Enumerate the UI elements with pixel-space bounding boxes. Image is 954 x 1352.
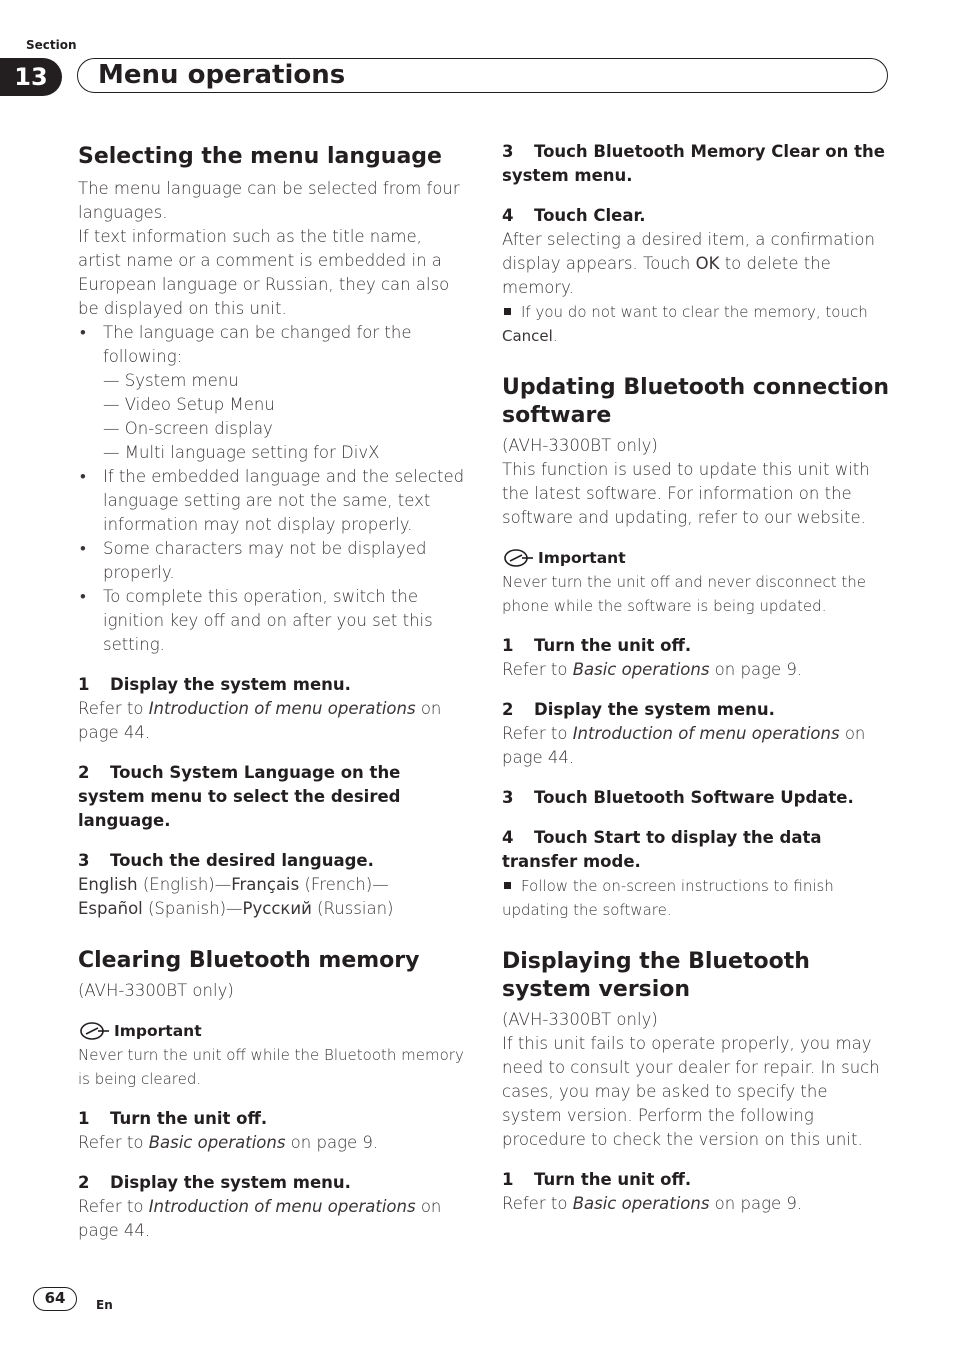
step-heading: 2 Touch System Language on the system menu to select the desired language. bbox=[78, 763, 401, 830]
step-heading: 1 Turn the unit off. bbox=[502, 1170, 692, 1189]
important-label: Important bbox=[502, 546, 892, 570]
step-heading: 2 Display the system menu. bbox=[502, 700, 775, 719]
model-note: (AVH-3300BT only) bbox=[78, 981, 234, 1000]
step-heading: 3 Touch Bluetooth Memory Clear on the system menu. bbox=[502, 142, 885, 185]
bullet-item: • The language can be changed for the following: bbox=[78, 321, 468, 369]
paragraph: After selecting a desired item, a confirmation display appears. Touch OK to delete the memory. bbox=[502, 230, 875, 297]
step-reference: Refer to Basic operations on page 9. bbox=[502, 1194, 803, 1213]
step-reference: Refer to Basic operations on page 9. bbox=[78, 1133, 379, 1152]
step-heading: 3 Touch the desired language. bbox=[78, 851, 374, 870]
step-heading: 3 Touch Bluetooth Software Update. bbox=[502, 788, 854, 807]
section-heading: Selecting the menu language bbox=[78, 144, 442, 169]
section-heading: Clearing Bluetooth memory bbox=[78, 948, 420, 973]
bullet-item: • To complete this operation, switch the ignition key off and on after you set this setting. bbox=[78, 585, 468, 657]
dash-item: — Multi language setting for DivX bbox=[103, 443, 380, 462]
bullet-item: • Some characters may not be displayed properly. bbox=[78, 537, 468, 585]
step-heading: 1 Display the system menu. bbox=[78, 675, 351, 694]
square-bullet-icon bbox=[504, 882, 511, 889]
section-heading: Displaying the Bluetooth system version bbox=[502, 949, 810, 1002]
page-number: 64 bbox=[33, 1287, 77, 1311]
paragraph: If text information such as the title name, artist name or a comment is embedded in a European language or Russian, they can also be displayed on this unit. bbox=[78, 227, 450, 318]
important-icon bbox=[78, 1021, 110, 1041]
important-text: Never turn the unit off while the Bluetooth memory is being cleared. bbox=[78, 1046, 464, 1088]
step-heading: 1 Turn the unit off. bbox=[78, 1109, 268, 1128]
paragraph: The menu language can be selected from four languages. bbox=[78, 179, 460, 222]
step-reference: Refer to Introduction of menu operations on page 44. bbox=[78, 1197, 442, 1240]
bullet-item: • If the embedded language and the selected language setting are not the same, text information may not display properly. bbox=[78, 465, 468, 537]
model-note: (AVH-3300BT only) bbox=[502, 1010, 658, 1029]
paragraph: This function is used to update this unit with the latest software. For information on the software and updating, refer to our website. bbox=[502, 460, 870, 527]
step-heading: 1 Turn the unit off. bbox=[502, 636, 692, 655]
dash-item: — System menu bbox=[103, 371, 239, 390]
step-reference: Refer to Introduction of menu operations on page 44. bbox=[78, 699, 442, 742]
language-code: En bbox=[96, 1298, 113, 1312]
dash-item: — Video Setup Menu bbox=[103, 395, 275, 414]
note-item: If you do not want to clear the memory, touch Cancel. bbox=[502, 303, 868, 345]
step-heading: 4 Touch Start to display the data transfer mode. bbox=[502, 828, 822, 871]
page-title: Menu operations bbox=[77, 58, 888, 93]
section-number: 13 bbox=[0, 58, 62, 96]
step-reference: Refer to Introduction of menu operations on page 44. bbox=[502, 724, 866, 767]
section-label: Section bbox=[26, 38, 77, 52]
section-heading: Updating Bluetooth connection software bbox=[502, 375, 890, 428]
language-list: English (English)—Français (French)— Español (Spanish)—Русский (Russian) bbox=[78, 875, 394, 918]
left-column bbox=[78, 140, 468, 1243]
step-heading: 2 Display the system menu. bbox=[78, 1173, 351, 1192]
step-heading: 4 Touch Clear. bbox=[502, 206, 646, 225]
model-note: (AVH-3300BT only) bbox=[502, 436, 658, 455]
important-label: Important bbox=[78, 1019, 468, 1043]
important-icon bbox=[502, 548, 534, 568]
square-bullet-icon bbox=[504, 308, 511, 315]
dash-item: — On-screen display bbox=[103, 419, 273, 438]
right-column bbox=[502, 140, 892, 1216]
step-reference: Refer to Basic operations on page 9. bbox=[502, 660, 803, 679]
important-text: Never turn the unit off and never disconnect the phone while the software is being updated. bbox=[502, 573, 866, 615]
paragraph: If this unit fails to operate properly, you may need to consult your dealer for repair. In such cases, you may be asked to specify the system version. Perform the following procedure to check the version on this unit. bbox=[502, 1034, 880, 1149]
note-item: Follow the on-screen instructions to finish updating the software. bbox=[502, 877, 834, 919]
